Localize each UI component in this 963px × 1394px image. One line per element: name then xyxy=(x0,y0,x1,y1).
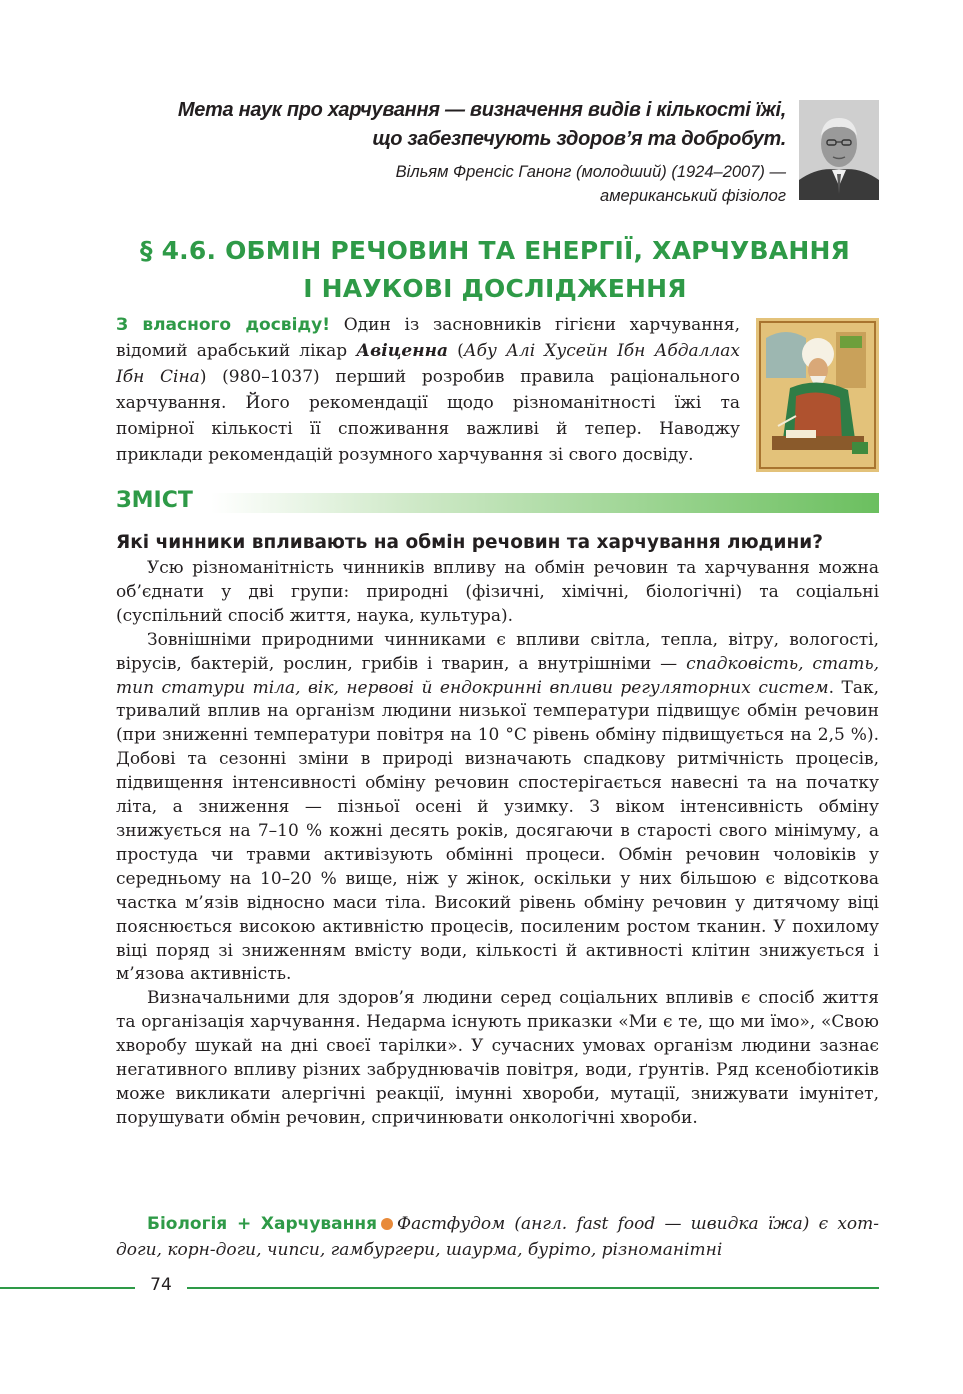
intro-lead: З власного досвіду! xyxy=(116,315,330,335)
body-paragraph-2-b: . Так, тривалий вплив на організм людини низької температури підвищує обмін речовин (при зниженні температури повітря на 10 °С рівень обміну підвищується на 2,5 %). Добові та сезонні зміни в природі визначають спадкову ритмічність процесів, підвищення інтенсивності обміну речовин спостерігається навесні та на початку літа, а зниження — пізньої осені й узимку. З віком інтенсивність обміну знижується на 7–10 % кожні десять років, досягаючи в старості свого мінімуму, а простуда чи травми активізують обмінні процеси. Обмін речовин чоловіків у середньому на 10–20 % вище, ніж у жінок, оскільки у них більшою є відсоткова частка м’язів відносно маси тіла. Високий рівень обміну речовин у дитячому віці пояснюється високою активністю процесів, посиленим ростом тканин. У похилому віці поряд зі зниженням вмісту води, кількості й активності клітин знижується і м’язова активність. xyxy=(116,677,880,985)
avicenna-illustration xyxy=(756,318,879,472)
epigraph-quote xyxy=(150,96,786,154)
body-text xyxy=(116,557,879,1131)
body-paragraph-2-a: Зовнішніми природними чинниками є впливи світла, тепла, вітру, вологості, вірусів, бактерій, рослин, грибів і тварин, а внутрішніми — xyxy=(116,629,879,674)
footer-rule-right xyxy=(187,1287,879,1289)
epigraph-author-line1: Вільям Френсіс Ганонг (молодший) (1924–2007) — xyxy=(395,163,786,181)
content-header-label: ЗМІСТ xyxy=(116,488,193,513)
epigraph-quote-line1: Мета наук про харчування — визначення видів і кількості їжі, xyxy=(177,99,786,121)
intro-name-bold: Авіценна xyxy=(356,341,449,361)
intro-paragraph xyxy=(116,312,740,468)
epigraph xyxy=(150,96,786,208)
body-paragraph-2 xyxy=(116,629,879,988)
body-paragraph-3: Визначальними для здоров’я людини серед соціальних впливів є спосіб життя та організація харчування. Недарма існують приказки «Ми є те, що ми їмо», «Свою хворобу шукай на дні своєї тарілки». У сучасних умовах організм людини зазнає негативного впливу різних забруднювачів повітря, води, ґрунтів. Ряд ксенобіотиків може викликати алергічні реакції, імунні хвороби, мутації, знижувати імунітет, порушувати обмін речовин, спричинювати онкологічні хвороби. xyxy=(116,988,879,1128)
intro-text-3: ) (980–1037) перший розробив правила раціонального харчування. Його рекомендації щодо різноманітності їжі та помірної кількості її споживання важливі й тепер. Наводжу приклади рекомендацій розумного харчування зі свого досвіду. xyxy=(116,367,740,465)
intro-text-1: Один із засновників гігієни харчування, відомий арабський лікар xyxy=(116,315,740,361)
author-portrait xyxy=(799,100,879,200)
flower-bullet-icon xyxy=(381,1218,393,1230)
epigraph-quote-line2: що забезпечують здоров’я та добробут. xyxy=(372,128,786,150)
section-question: Які чинники впливають на обмін речовин та харчування людини? xyxy=(116,532,823,553)
section-title-line2: І НАУКОВІ ДОСЛІДЖЕННЯ xyxy=(303,274,687,303)
intro-text-2: ( xyxy=(448,341,464,361)
section-title xyxy=(100,232,890,308)
intro-name-full: Абу Алі Хусейн Ібн Абдаллах Ібн Сіна xyxy=(116,341,740,387)
body-paragraph-2-italic: спадковість, стать, тип статури тіла, вік, нервові й ендокринні впливи регуляторних систем xyxy=(116,653,879,698)
portrait-illustration xyxy=(799,100,879,200)
interdisciplinary-note xyxy=(116,1211,879,1263)
section-title-line1: § 4.6. ОБМІН РЕЧОВИН ТА ЕНЕРГІЇ, ХАРЧУВАННЯ xyxy=(139,236,851,265)
body-paragraph-1: Усю різноманітність чинників впливу на обмін речовин та харчування можна об’єднати у дві групи: природні (фізичні, хімічні, біологічні) та соціальні (суспільний спосіб життя, наука, культура). xyxy=(116,558,879,626)
epigraph-author xyxy=(150,160,786,208)
footer-rule-left xyxy=(0,1287,135,1289)
page-number: 74 xyxy=(150,1275,172,1295)
epigraph-author-line2: американський фізіолог xyxy=(600,187,786,205)
note-label: Біологія + Харчування xyxy=(147,1214,378,1234)
content-header xyxy=(116,490,879,516)
avicenna-miniature xyxy=(756,318,879,472)
content-header-bar xyxy=(211,493,879,513)
note-text: Фастфудом (англ. fast food — швидка їжа) є хот-доги, корн-доги, чипси, гамбургери, шаурма, буріто, різноманітні xyxy=(116,1214,880,1260)
